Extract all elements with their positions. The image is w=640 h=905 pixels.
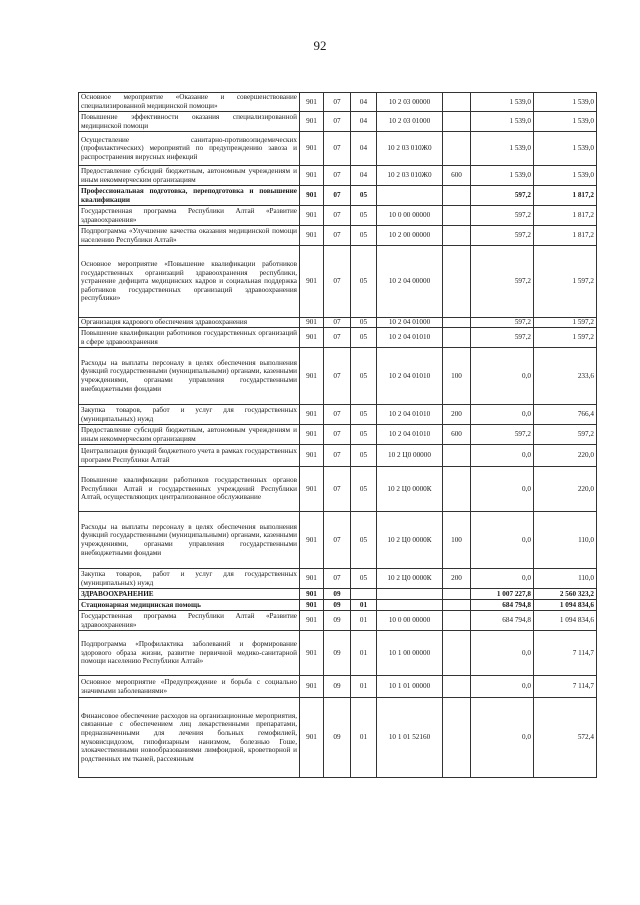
table-row [79, 512, 597, 569]
row-amount-2: 1 539,0 [534, 166, 597, 186]
row-section-code: 07 [324, 93, 351, 112]
row-grbs-code: 901 [300, 589, 324, 600]
row-section-code: 09 [324, 589, 351, 600]
row-subsection-code: 05 [351, 425, 377, 445]
row-grbs-code: 901 [300, 93, 324, 112]
row-amount-2: 1 094 834,6 [534, 600, 597, 611]
row-section-code: 07 [324, 246, 351, 318]
row-amount-2: 766,4 [534, 405, 597, 425]
row-name: Закупка товаров, работ и услуг для государственных (муниципальных) нужд [79, 405, 300, 425]
row-section-code: 07 [324, 132, 351, 166]
row-expense-type [443, 328, 471, 348]
row-expense-type [443, 611, 471, 631]
row-expense-type: 600 [443, 166, 471, 186]
row-target-article: 10 0 00 00000 [377, 611, 443, 631]
row-subsection-code: 04 [351, 132, 377, 166]
row-amount-1: 684 794,8 [471, 600, 534, 611]
row-section-code: 09 [324, 631, 351, 676]
row-subsection-code: 05 [351, 512, 377, 569]
row-target-article: 10 2 03 010Ж0 [377, 132, 443, 166]
row-name: Подпрограмма «Улучшение качества оказания медицинской помощи населению Республики Алтай» [79, 226, 300, 246]
row-amount-2: 1 817,2 [534, 226, 597, 246]
row-section-code: 07 [324, 226, 351, 246]
row-name: Финансовое обеспечение расходов на организационные мероприятия, связанные с обеспечением лиц лекарственными препаратами, предназначенными для лечения больных гемофилией, муковисцидозом, гипофизарным нанизмом, болезнью Гоше, злокачественными новообразованиями лимфоидной, кроветворной и родственных им тканей, рассеянным [79, 698, 300, 778]
row-expense-type [443, 467, 471, 512]
row-section-code: 07 [324, 405, 351, 425]
row-grbs-code: 901 [300, 132, 324, 166]
row-amount-1: 0,0 [471, 512, 534, 569]
row-subsection-code: 05 [351, 246, 377, 318]
row-name: Основное мероприятие «Предупреждение и борьба с социально значимыми заболеваниями» [79, 676, 300, 698]
row-name: Повышение квалификации работников государственных органов Республики Алтай и государственных учреждений Республики Алтай, осуществляющих централизованное обслуживание [79, 467, 300, 512]
table-row [79, 112, 597, 132]
row-target-article: 10 2 03 00000 [377, 93, 443, 112]
row-section-code: 07 [324, 328, 351, 348]
table-row [79, 246, 597, 318]
row-amount-1: 0,0 [471, 631, 534, 676]
row-grbs-code: 901 [300, 246, 324, 318]
row-subsection-code: 05 [351, 569, 377, 589]
row-name: Предоставление субсидий бюджетным, автономным учреждениям и иным некоммерческим организациям [79, 425, 300, 445]
row-subsection-code: 05 [351, 328, 377, 348]
row-target-article: 10 2 00 00000 [377, 226, 443, 246]
row-section-code: 07 [324, 112, 351, 132]
row-name: Предоставление субсидий бюджетным, автономным учреждениям и иным некоммерческим организациям [79, 166, 300, 186]
row-subsection-code: 05 [351, 318, 377, 328]
row-amount-1: 0,0 [471, 569, 534, 589]
row-amount-2: 1 539,0 [534, 132, 597, 166]
row-target-article [377, 186, 443, 206]
row-amount-2: 1 817,2 [534, 186, 597, 206]
table-row [79, 569, 597, 589]
row-name: Организация кадрового обеспечения здравоохранения [79, 318, 300, 328]
row-target-article: 10 1 01 00000 [377, 676, 443, 698]
row-expense-type [443, 186, 471, 206]
row-amount-1: 0,0 [471, 405, 534, 425]
row-target-article: 10 2 Ц0 0000К [377, 467, 443, 512]
row-grbs-code: 901 [300, 698, 324, 778]
table-row [79, 186, 597, 206]
row-target-article: 10 2 04 01010 [377, 425, 443, 445]
row-amount-1: 1 539,0 [471, 93, 534, 112]
row-subsection-code: 04 [351, 93, 377, 112]
table-row [79, 698, 597, 778]
row-target-article: 10 2 03 010Ж0 [377, 166, 443, 186]
row-grbs-code: 901 [300, 348, 324, 405]
row-amount-1: 0,0 [471, 348, 534, 405]
row-target-article: 10 2 04 01010 [377, 348, 443, 405]
row-amount-2: 1 597,2 [534, 246, 597, 318]
row-expense-type: 100 [443, 348, 471, 405]
table-row [79, 600, 597, 611]
row-amount-2: 1 539,0 [534, 112, 597, 132]
row-target-article: 10 0 00 00000 [377, 206, 443, 226]
row-section-code: 07 [324, 186, 351, 206]
table-row [79, 132, 597, 166]
row-subsection-code: 05 [351, 186, 377, 206]
row-amount-1: 684 794,8 [471, 611, 534, 631]
row-expense-type: 200 [443, 405, 471, 425]
row-expense-type [443, 318, 471, 328]
row-subsection-code [351, 589, 377, 600]
row-amount-1: 1 539,0 [471, 112, 534, 132]
table-row [79, 93, 597, 112]
row-expense-type [443, 631, 471, 676]
row-grbs-code: 901 [300, 425, 324, 445]
table-row [79, 445, 597, 467]
table-row [79, 467, 597, 512]
row-subsection-code: 05 [351, 405, 377, 425]
row-amount-2: 110,0 [534, 569, 597, 589]
row-section-code: 09 [324, 600, 351, 611]
row-amount-2: 597,2 [534, 425, 597, 445]
row-amount-1: 0,0 [471, 445, 534, 467]
row-amount-1: 597,2 [471, 206, 534, 226]
row-amount-1: 1 007 227,8 [471, 589, 534, 600]
row-section-code: 07 [324, 445, 351, 467]
table-row [79, 611, 597, 631]
row-amount-2: 7 114,7 [534, 676, 597, 698]
page-number: 92 [313, 38, 327, 53]
row-grbs-code: 901 [300, 445, 324, 467]
row-grbs-code: 901 [300, 405, 324, 425]
row-target-article: 10 2 Ц0 00000 [377, 445, 443, 467]
row-expense-type [443, 112, 471, 132]
table-row [79, 425, 597, 445]
row-target-article: 10 2 04 01010 [377, 328, 443, 348]
row-target-article: 10 2 Ц0 0000К [377, 512, 443, 569]
row-amount-2: 1 597,2 [534, 318, 597, 328]
row-target-article: 10 1 01 52160 [377, 698, 443, 778]
row-grbs-code: 901 [300, 467, 324, 512]
row-amount-2: 220,0 [534, 445, 597, 467]
row-subsection-code: 05 [351, 348, 377, 405]
row-name: Расходы на выплаты персоналу в целях обеспечения выполнения функций государственными (муниципальными) органами, казенными учреждениями, органами управления государственными внебюджетными фондами [79, 512, 300, 569]
row-expense-type [443, 206, 471, 226]
row-section-code: 07 [324, 569, 351, 589]
row-amount-2: 2 560 323,2 [534, 589, 597, 600]
table-row [79, 226, 597, 246]
row-grbs-code: 901 [300, 166, 324, 186]
row-name: Подпрограмма «Профилактика заболеваний и формирование здорового образа жизни, развитие первичной медико-санитарной помощи населению Республики Алтай» [79, 631, 300, 676]
table-row [79, 166, 597, 186]
row-target-article: 10 1 00 00000 [377, 631, 443, 676]
row-name: Основное мероприятие «Оказание и совершенствование специализированной медицинской помощи» [79, 93, 300, 112]
row-grbs-code: 901 [300, 318, 324, 328]
row-amount-2: 110,0 [534, 512, 597, 569]
row-expense-type [443, 93, 471, 112]
row-grbs-code: 901 [300, 512, 324, 569]
row-target-article: 10 2 04 01000 [377, 318, 443, 328]
row-grbs-code: 901 [300, 186, 324, 206]
row-name: Осуществление санитарно-противоэпидемических (профилактических) мероприятий по предупреждению завоза и распространения вирусных инфекций [79, 132, 300, 166]
row-subsection-code: 01 [351, 631, 377, 676]
row-expense-type: 200 [443, 569, 471, 589]
row-amount-1: 597,2 [471, 425, 534, 445]
table-row [79, 206, 597, 226]
row-section-code: 07 [324, 348, 351, 405]
row-subsection-code: 05 [351, 467, 377, 512]
row-amount-1: 597,2 [471, 226, 534, 246]
row-amount-1: 597,2 [471, 186, 534, 206]
row-grbs-code: 901 [300, 328, 324, 348]
row-target-article: 10 2 04 00000 [377, 246, 443, 318]
row-subsection-code: 04 [351, 112, 377, 132]
row-subsection-code: 04 [351, 166, 377, 186]
row-target-article: 10 2 04 01010 [377, 405, 443, 425]
row-subsection-code: 01 [351, 600, 377, 611]
row-name: Профессиональная подготовка, переподготовка и повышение квалификации [79, 186, 300, 206]
row-amount-2: 1 597,2 [534, 328, 597, 348]
row-amount-2: 233,6 [534, 348, 597, 405]
row-name: Государственная программа Республики Алтай «Развитие здравоохранения» [79, 611, 300, 631]
row-expense-type [443, 698, 471, 778]
row-expense-type [443, 600, 471, 611]
budget-table [78, 92, 597, 778]
row-grbs-code: 901 [300, 611, 324, 631]
row-amount-1: 1 539,0 [471, 166, 534, 186]
row-section-code: 09 [324, 698, 351, 778]
row-expense-type: 600 [443, 425, 471, 445]
row-name: Стационарная медицинская помощь [79, 600, 300, 611]
row-amount-2: 572,4 [534, 698, 597, 778]
row-name: Закупка товаров, работ и услуг для государственных (муниципальных) нужд [79, 569, 300, 589]
row-amount-2: 7 114,7 [534, 631, 597, 676]
row-expense-type [443, 132, 471, 166]
row-target-article [377, 600, 443, 611]
row-grbs-code: 901 [300, 569, 324, 589]
row-target-article: 10 2 03 01000 [377, 112, 443, 132]
table-row [79, 631, 597, 676]
row-name: Централизация функций бюджетного учета в рамках государственных программ Республики Алтай [79, 445, 300, 467]
row-grbs-code: 901 [300, 600, 324, 611]
table-row [79, 348, 597, 405]
row-section-code: 07 [324, 166, 351, 186]
row-grbs-code: 901 [300, 226, 324, 246]
row-amount-1: 597,2 [471, 328, 534, 348]
row-section-code: 07 [324, 512, 351, 569]
row-subsection-code: 05 [351, 206, 377, 226]
row-target-article [377, 589, 443, 600]
row-expense-type [443, 246, 471, 318]
row-amount-2: 1 817,2 [534, 206, 597, 226]
row-section-code: 09 [324, 676, 351, 698]
row-name: Основное мероприятие «Повышение квалификации работников государственных организаций здравоохранения республики, устранение дефицита медицинских кадров и социальная поддержка работников государственных организаций здравоохранения республики» [79, 246, 300, 318]
row-expense-type [443, 226, 471, 246]
row-section-code: 07 [324, 206, 351, 226]
row-amount-2: 1 094 834,6 [534, 611, 597, 631]
row-grbs-code: 901 [300, 206, 324, 226]
row-name: ЗДРАВООХРАНЕНИЕ [79, 589, 300, 600]
table-row [79, 589, 597, 600]
row-amount-1: 0,0 [471, 676, 534, 698]
table-row [79, 328, 597, 348]
table-row [79, 405, 597, 425]
row-subsection-code: 05 [351, 226, 377, 246]
row-name: Государственная программа Республики Алтай «Развитие здравоохранения» [79, 206, 300, 226]
row-amount-1: 597,2 [471, 318, 534, 328]
row-subsection-code: 01 [351, 698, 377, 778]
row-grbs-code: 901 [300, 631, 324, 676]
row-name: Повышение квалификации работников государственных организаций в сфере здравоохранения [79, 328, 300, 348]
table-row [79, 676, 597, 698]
row-section-code: 07 [324, 425, 351, 445]
row-amount-1: 597,2 [471, 246, 534, 318]
row-amount-2: 220,0 [534, 467, 597, 512]
row-section-code: 09 [324, 611, 351, 631]
row-amount-1: 1 539,0 [471, 132, 534, 166]
row-expense-type: 100 [443, 512, 471, 569]
row-expense-type [443, 589, 471, 600]
table-row [79, 318, 597, 328]
row-section-code: 07 [324, 318, 351, 328]
row-section-code: 07 [324, 467, 351, 512]
row-subsection-code: 05 [351, 445, 377, 467]
row-subsection-code: 01 [351, 676, 377, 698]
row-grbs-code: 901 [300, 112, 324, 132]
row-amount-1: 0,0 [471, 698, 534, 778]
row-target-article: 10 2 Ц0 0000К [377, 569, 443, 589]
row-expense-type [443, 445, 471, 467]
row-expense-type [443, 676, 471, 698]
row-subsection-code: 01 [351, 611, 377, 631]
row-amount-2: 1 539,0 [534, 93, 597, 112]
row-grbs-code: 901 [300, 676, 324, 698]
row-amount-1: 0,0 [471, 467, 534, 512]
row-name: Расходы на выплаты персоналу в целях обеспечения выполнения функций государственными (муниципальными) органами, казенными учреждениями, органами управления государственными внебюджетными фондами [79, 348, 300, 405]
row-name: Повышение эффективности оказания специализированной медицинской помощи [79, 112, 300, 132]
